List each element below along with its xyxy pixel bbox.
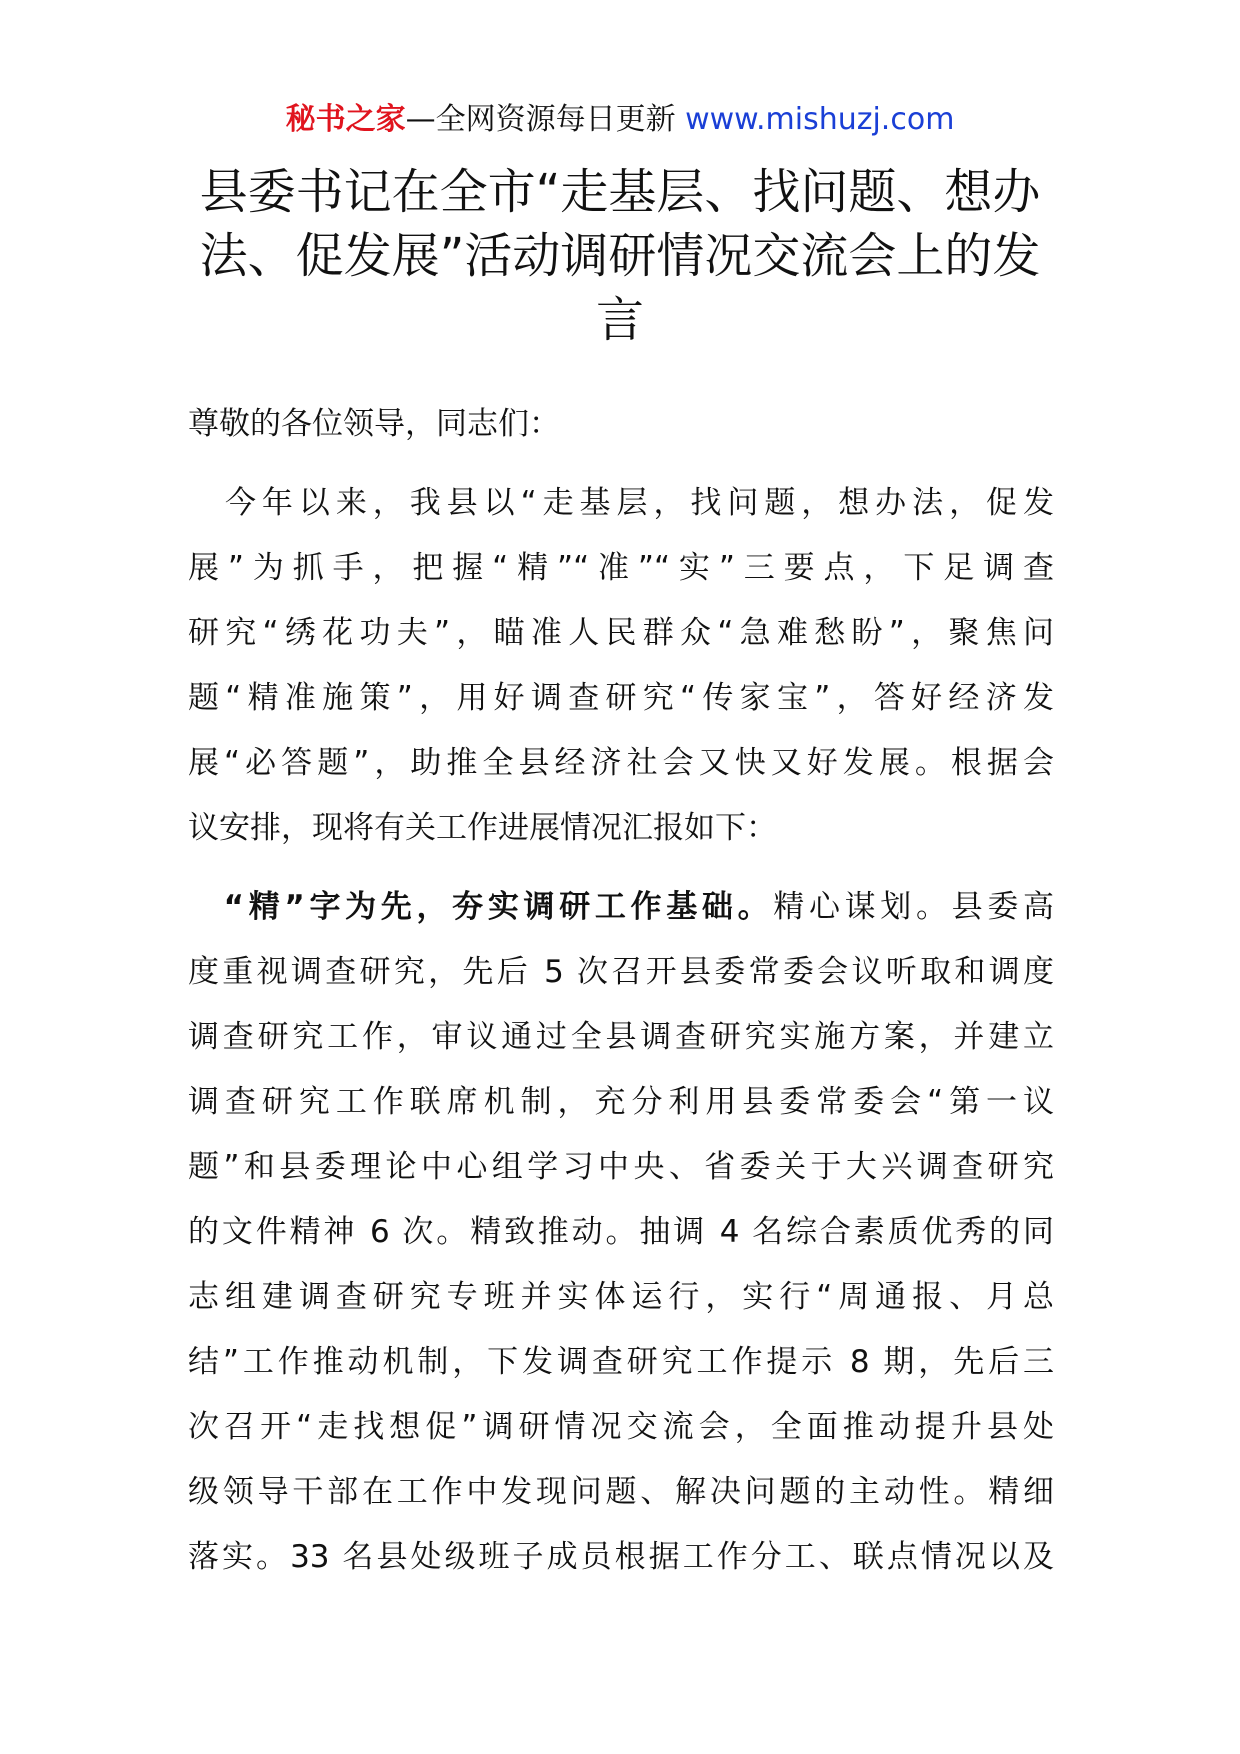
paragraph-line: 研究“绣花功夫”，瞄准人民群众“急难愁盼”，聚焦问: [188, 615, 1054, 651]
paragraph-line: [188, 875, 1054, 940]
site-header: [0, 100, 1240, 140]
paragraph-line: 议安排，现将有关工作进展情况汇报如下：: [188, 810, 777, 846]
paragraph-line: 调查研究工作联席机制，充分利用县委常委会“第一议: [188, 1084, 1054, 1120]
title-line: 言: [595, 292, 644, 348]
title-line: 法、促发展”活动调研情况交流会上的发: [199, 228, 1041, 284]
paragraph-line: 展”为抓手，把握“精”“准”“实”三要点，下足调查: [188, 550, 1054, 586]
paragraph-line: 的文件精神 6 次。精致推动。抽调 4 名综合素质优秀的同: [188, 1214, 1054, 1250]
paragraph-line: 今年以来，我县以“走基层，找问题，想办法，促发: [188, 485, 1054, 521]
header-slogan: —全网资源每日更新: [405, 102, 676, 137]
title-line: 县委书记在全市“走基层、找问题、想办: [199, 164, 1041, 220]
site-url[interactable]: www.mishuzj.com: [675, 102, 955, 137]
paragraph-line: 度重视调查研究，先后 5 次召开县委常委会议听取和调度: [188, 954, 1054, 990]
document-title: [190, 160, 1050, 352]
intro-paragraph: [188, 471, 1054, 861]
brand-name: 秘书之家: [285, 102, 406, 137]
paragraph-line: 次召开“走找想促”调研情况交流会，全面推动提升县处: [188, 1409, 1054, 1445]
paragraph-line: 级领导干部在工作中发现问题、解决问题的主动性。精细: [188, 1474, 1054, 1510]
section-heading-rest: 精心谋划。县委高: [773, 889, 1055, 925]
paragraph-line: 展“必答题”，助推全县经济社会又快又好发展。根据会: [188, 745, 1054, 781]
paragraph-line: 结”工作推动机制，下发调查研究工作提示 8 期，先后三: [188, 1344, 1054, 1380]
paragraph-line: 落实。33 名县处级班子成员根据工作分工、联点情况以及: [188, 1539, 1054, 1575]
paragraph-line: 志组建调查研究专班并实体运行，实行“周通报、月总: [188, 1279, 1054, 1315]
salutation: 尊敬的各位领导，同志们：: [188, 406, 560, 442]
paragraph-line: 调查研究工作，审议通过全县调查研究实施方案，并建立: [188, 1019, 1054, 1055]
section-paragraph: [188, 875, 1054, 1590]
paragraph-line: 题”和县委理论中心组学习中央、省委关于大兴调查研究: [188, 1149, 1054, 1185]
section-heading: “精”字为先，夯实调研工作基础。: [188, 889, 774, 925]
paragraph-line: 题“精准施策”，用好调查研究“传家宝”，答好经济发: [188, 680, 1054, 716]
document-body: [188, 392, 1054, 1604]
